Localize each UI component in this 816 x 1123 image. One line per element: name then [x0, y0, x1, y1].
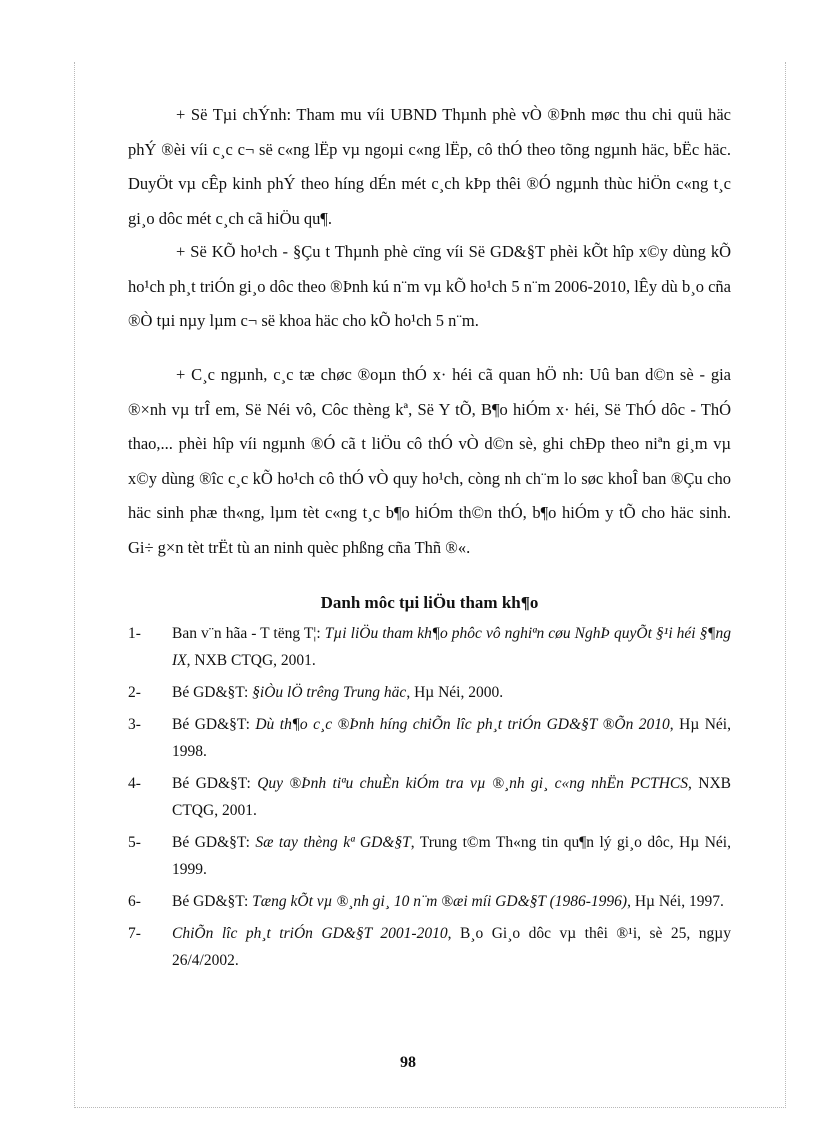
reference-title: §iÒu lÖ trêng Trung häc: [252, 684, 407, 701]
reference-item: [128, 770, 731, 824]
reference-number: 1-: [128, 625, 141, 642]
reference-publisher: , Trung t©m Th«ng tin qu¶n lý gi¸o dôc, Hµ Néi, 1999.: [172, 834, 731, 878]
reference-item: [128, 679, 731, 706]
reference-author: Bé GD&§T:: [172, 834, 256, 851]
reference-publisher: , Hµ Néi, 1998.: [172, 716, 731, 760]
reference-publisher: , B¸o Gi¸o dôc vµ thêi ®¹i, sè 25, ngµy 26/4/2002.: [172, 925, 731, 969]
reference-title: Dù th¶o c¸c ®Þnh híng chiÕn lîc ph¸t triÓn GD&§T ®Õn 2010: [255, 716, 670, 733]
reference-item: [128, 888, 731, 915]
reference-number: 3-: [128, 716, 141, 733]
reference-author: Bé GD&§T:: [172, 893, 253, 910]
reference-publisher: , NXB CTQG, 2001.: [186, 652, 316, 669]
reference-publisher: , Hµ Néi, 2000.: [406, 684, 504, 701]
references-heading: Danh môc tµi liÖu tham kh¶o: [320, 593, 539, 612]
reference-list: [128, 620, 731, 979]
reference-number: 4-: [128, 775, 141, 792]
reference-number: 2-: [128, 684, 141, 701]
reference-title: Sæ tay thèng kª GD&§T: [255, 834, 411, 851]
reference-title: Quy ®Þnh tiªu chuÈn kiÓm tra vµ ®¸nh gi¸ c«ng nhËn PCTHCS: [257, 775, 688, 792]
reference-publisher: , NXB CTQG, 2001.: [172, 775, 731, 819]
reference-author: Bé GD&§T:: [172, 716, 256, 733]
reference-title: Tæng kÕt vµ ®¸nh gi¸ 10 n¨m ®æi míi GD&§T (1986-1996): [252, 893, 628, 910]
reference-title: ChiÕn lîc ph¸t triÓn GD&§T 2001-2010: [172, 925, 448, 942]
reference-item: [128, 620, 731, 674]
reference-number: 7-: [128, 925, 141, 942]
reference-number: 6-: [128, 893, 141, 910]
paragraph-finance-department: + Së Tµi chÝnh: Tham mu víi UBND Thµnh phè vÒ ®Þnh møc thu chi quü häc phÝ ®èi víi c¸c c¬ së c«ng lËp vµ ngoµi c«ng lËp, cô thÓ theo tõng ngµnh häc, bËc häc. DuyÖt vµ cÊp kinh phÝ theo híng dÉn mét c¸ch kÞp thêi ®Ó ngµnh thùc hiÖn c«ng t¸c gi¸o dôc mét c¸ch cã hiÖu qu¶.: [128, 105, 731, 228]
reference-author: Ban v¨n hãa - T tëng T¦:: [172, 625, 325, 642]
reference-item: [128, 711, 731, 765]
reference-number: 5-: [128, 834, 141, 851]
reference-title: Tµi liÖu tham kh¶o phôc vô nghiªn cøu NghÞ quyÕt §¹i héi §¶ng IX: [172, 625, 731, 669]
reference-item: [128, 829, 731, 883]
reference-author: Bé GD&§T:: [172, 684, 253, 701]
page-number: 98: [400, 1054, 416, 1071]
reference-publisher: , Hµ Néi, 1997.: [627, 893, 724, 910]
reference-author: Bé GD&§T:: [172, 775, 258, 792]
reference-item: [128, 920, 731, 974]
paragraph-planning-department: + Së KÕ ho¹ch - §Çu t Thµnh phè cïng víi Së GD&§T phèi kÕt hîp x©y dùng kÕ ho¹ch ph¸t triÓn gi¸o dôc theo ®Þnh kú n¨m vµ kÕ ho¹ch 5 n¨m 2006-2010, lÊy dù b¸o cña ®Ò tµi nµy lµm c¬ së khoa häc cho kÕ ho¹ch 5 n¨m.: [128, 242, 731, 330]
paragraph-social-organizations: + C¸c ngµnh, c¸c tæ chøc ®oµn thÓ x· héi cã quan hÖ nh: Uû ban d©n sè - gia ®×nh vµ trÎ em, Së Néi vô, Côc thèng kª, Së Y tÕ, B¶o hiÓm x· héi, Së ThÓ dôc - ThÓ thao,... phèi hîp víi ngµnh ®Ó cã t liÖu cô thÓ vÒ d©n sè, ghi chÐp theo niªn gi¸m vµ x©y dùng ®îc c¸c kÕ ho¹ch cô thÓ vÒ quy ho¹ch, còng nh ch¨m lo søc khoÎ ban ®Çu cho häc sinh phæ th«ng, lµm tèt c«ng t¸c b¶o hiÓm th©n thÓ, b¶o hiÓm y tÕ cho häc sinh. Gi÷ g×n tèt trËt tù an ninh quèc phßng cña Thñ ®«.: [128, 365, 731, 557]
